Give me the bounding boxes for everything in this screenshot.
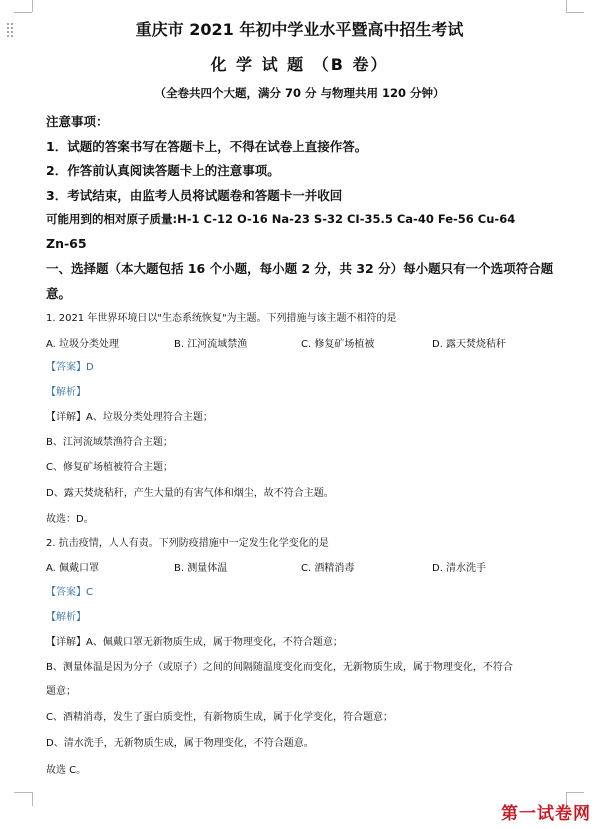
detail-line: 【详解】A、佩戴口罩无新物质生成，属于物理变化，不符合题意；: [46, 637, 343, 648]
notice-heading: 注意事项：: [46, 114, 109, 129]
option-d: D. 露天焚烧秸秆: [432, 339, 507, 350]
exam-subtitle: 化 学 试 题 （B 卷）: [210, 55, 389, 74]
site-watermark: 第一试卷网: [501, 804, 591, 824]
question-stem: 1. 2021 年世界环境日以"生态系统恢复"为主题。下列措施与该主题不相符的是: [46, 313, 397, 324]
answer-line: [46, 362, 94, 374]
analysis-label: 【解析】: [46, 387, 86, 398]
crop-mark: [566, 792, 584, 793]
notice-item: 2．作答前认真阅读答题卡上的注意事项。: [46, 163, 280, 178]
option-c: C. 酒精消毒: [301, 563, 355, 574]
detail-line: C、修复矿场植被符合主题；: [46, 462, 173, 473]
atomic-mass-line: Zn-65: [46, 236, 87, 251]
crop-mark: [14, 792, 32, 793]
analysis-label: 【解析】: [46, 612, 86, 623]
detail-line: C、酒精消毒，发生了蛋白质变性，有新物质生成，属于化学变化，符合题意；: [46, 712, 393, 723]
crop-mark: [566, 12, 584, 13]
option-b: B. 测量体温: [174, 563, 228, 574]
detail-line: 故选：D。: [46, 514, 94, 525]
section-heading: 一、选择题（本大题包括 16 个小题，每小题 2 分，共 32 分）每小题只有一个选项符合题: [46, 261, 554, 276]
detail-line: 故选 C。: [46, 765, 87, 776]
option-c: C. 修复矿场植被: [301, 339, 375, 350]
section-heading: 意。: [46, 286, 72, 301]
crop-mark: [566, 0, 567, 12]
atomic-mass-line: 可能用到的相对原子质量:H-1 C-12 O-16 Na-23 S-32 CI-35.5 Ca-40 Fe-56 Cu-64: [46, 212, 516, 226]
detail-line: B、江河流域禁渔符合主题；: [46, 437, 173, 448]
exam-note: （全卷共四个大题，满分 70 分 与物理共用 120 分钟）: [154, 86, 445, 100]
question-stem: 2. 抗击疫情，人人有责。下列防疫措施中一定发生化学变化的是: [46, 538, 329, 549]
notice-item: 3．考试结束，由监考人员将试题卷和答题卡一并收回: [46, 188, 343, 203]
exam-title: 重庆市 2021 年初中学业水平暨高中招生考试: [135, 20, 464, 39]
detail-line: 【详解】A、垃圾分类处理符合主题；: [46, 412, 213, 423]
crop-mark: [32, 792, 33, 806]
detail-line: D、清水洗手，无新物质生成，属于物理变化，不符合题意。: [46, 738, 314, 749]
detail-line: D、露天焚烧秸秆，产生大量的有害气体和烟尘，故不符合主题。: [46, 488, 334, 499]
option-d: D. 清水洗手: [432, 563, 487, 574]
option-b: B. 江河流域禁渔: [174, 339, 248, 350]
detail-line: B、测量体温是因为分子（或原子）之间的间隔随温度变化而变化，无新物质生成，属于物理变化，不符合: [46, 662, 513, 673]
answer-label: 【答案】D: [46, 362, 94, 373]
notice-item: 1．试题的答案书写在答题卡上，不得在试卷上直接作答。: [46, 139, 368, 154]
answer-label: 【答案】C: [46, 587, 93, 598]
option-a: A. 佩戴口罩: [46, 563, 100, 574]
crop-mark: [14, 12, 32, 13]
detail-line: 题意；: [46, 686, 76, 697]
option-a: A. 垃圾分类处理: [46, 339, 120, 350]
crop-mark: [32, 0, 33, 12]
